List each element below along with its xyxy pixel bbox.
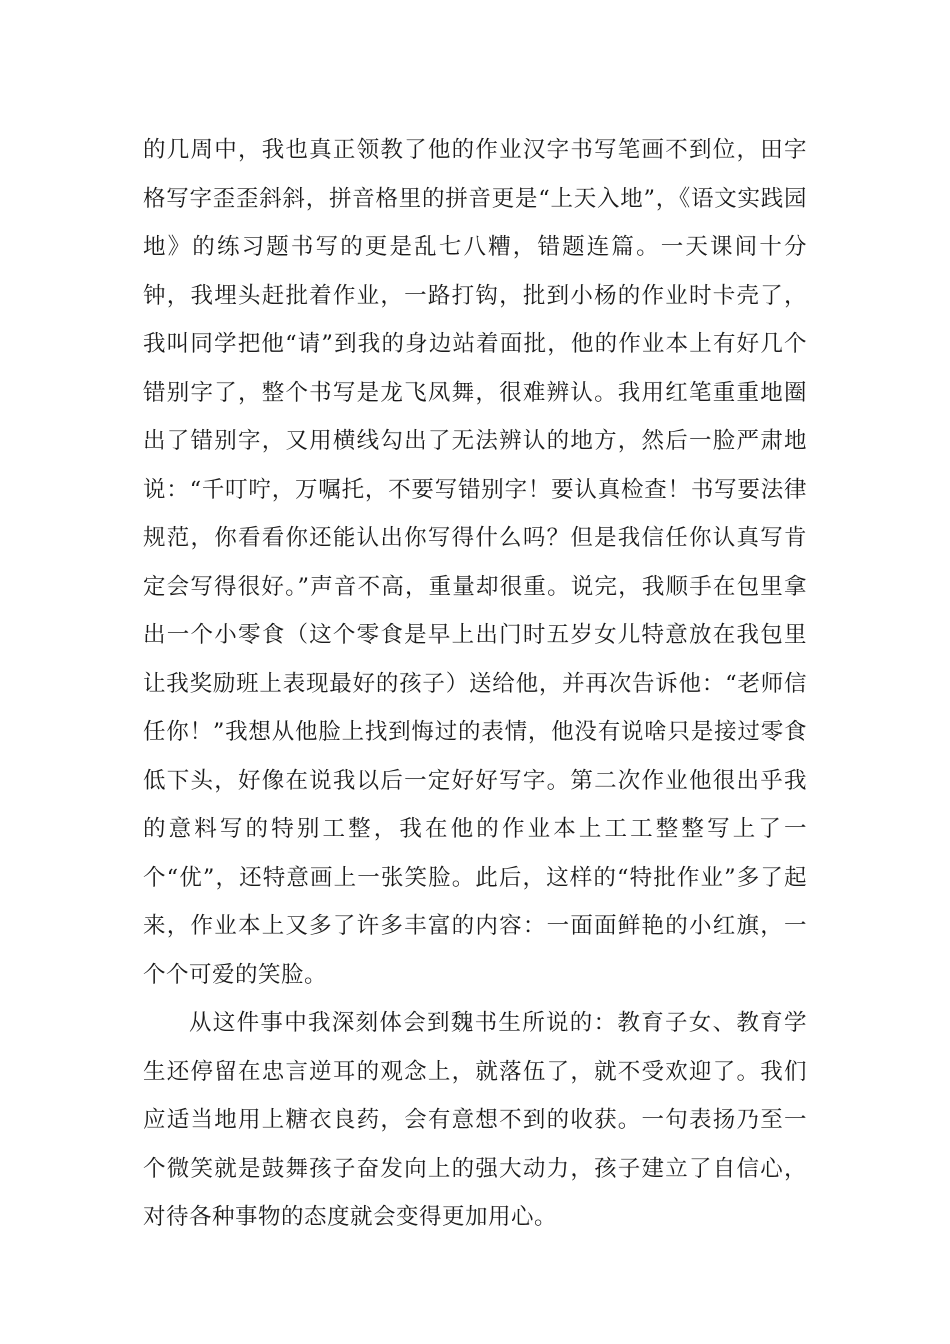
document-body: [143, 126, 807, 1242]
paragraph-conclusion: 从这件事中我深刻体会到魏书生所说的：教育子女、教育学生还停留在忠言逆耳的观念上，就落伍了，就不受欢迎了。我们应适当地用上糖衣良药，会有意想不到的收获。一句表扬乃至一个微笑就是鼓舞孩子奋发向上的强大动力，孩子建立了自信心，对待各种事物的态度就会变得更加用心。: [143, 1010, 807, 1230]
paragraph-continued: 的几周中，我也真正领教了他的作业汉字书写笔画不到位，田字格写字歪歪斜斜，拼音格里的拼音更是“上天入地”，《语文实践园地》的练习题书写的更是乱七八糟，错题连篇。一天课间十分钟，我埋头赶批着作业，一路打钩，批到小杨的作业时卡壳了，我叫同学把他“请”到我的身边站着面批，他的作业本上有好几个错别字了，整个书写是龙飞凤舞，很难辨认。我用红笔重重地圈出了错别字，又用横线勾出了无法辨认的地方，然后一脸严肃地说：“千叮咛，万嘱托，不要写错别字！要认真检查！书写要法律规范，你看看你还能认出你写得什么吗？但是我信任你认真写肯定会写得很好。”声音不高，重量却很重。说完，我顺手在包里拿出一个小零食（这个零食是早上出门时五岁女儿特意放在我包里让我奖励班上表现最好的孩子）送给他，并再次告诉他：“老师信任你！”我想从他脸上找到悔过的表情，他没有说啥只是接过零食低下头，好像在说我以后一定好好写字。第二次作业他很出乎我的意料写的特别工整，我在他的作业本上工工整整写上了一个“优”，还特意画上一张笑脸。此后，这样的“特批作业”多了起来，作业本上又多了许多丰富的内容：一面面鲜艳的小红旗，一个个可爱的笑脸。: [143, 137, 807, 988]
